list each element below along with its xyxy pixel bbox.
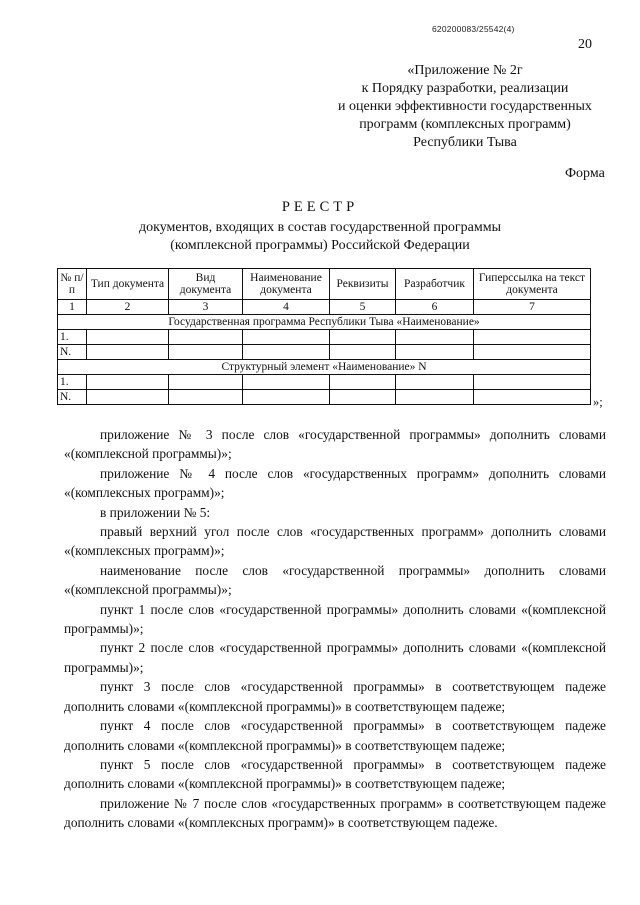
- paragraph: правый верхний угол после слов «государственных программ» дополнить словами «(комплексных программ)»;: [64, 524, 606, 559]
- paragraph: наименование после слов «государственной программы» дополнить словами «(комплексной программы)»;: [64, 562, 606, 598]
- column-header-developer: Разработчик: [396, 269, 474, 300]
- appendix-line: «Приложение № 2г: [407, 63, 523, 78]
- register-title: РЕЕСТР: [281, 199, 359, 215]
- section-title-structural-element: Структурный элемент «Наименование» N: [58, 360, 591, 375]
- table-row: [58, 345, 591, 360]
- appendix-line: и оценки эффективности государственных: [338, 99, 592, 114]
- column-number: 5: [330, 300, 396, 315]
- table-cell: [396, 345, 474, 360]
- table-cell: [330, 330, 396, 345]
- table-header-row: [58, 269, 591, 300]
- table-cell: [169, 390, 243, 405]
- table-cell: [474, 375, 591, 390]
- register-subtitle: [0, 219, 640, 255]
- column-number: 3: [169, 300, 243, 315]
- table-row: [58, 330, 591, 345]
- register-subtitle-line: (комплексной программы) Российской Федерации: [170, 238, 470, 253]
- column-header-number: № п/п: [58, 269, 87, 300]
- table-cell: [87, 375, 169, 390]
- paragraph: пункт 3 после слов «государственной программы» в соответствующем падеже дополнить словами «(комплексной программы)» в соответствующем падеже;: [64, 679, 606, 714]
- appendix-line: программ (комплексных программ): [359, 117, 571, 132]
- appendix-reference: [300, 62, 630, 152]
- table-cell: [330, 345, 396, 360]
- amendments-text: [64, 425, 606, 833]
- column-header-hyperlink: Гиперссылка на текст документа: [474, 269, 591, 300]
- paragraph: пункт 5 после слов «государственной программы» в соответствующем падеже дополнить словами «(комплексной программы)» в соответствующем падеже;: [64, 756, 606, 792]
- table-row: [58, 375, 591, 390]
- column-number: 1: [58, 300, 87, 315]
- section-title-program: Государственная программа Республики Тыва «Наименование»: [58, 315, 591, 330]
- table-cell: [87, 330, 169, 345]
- table-cell: [474, 390, 591, 405]
- table-cell: [169, 345, 243, 360]
- column-numbers-row: [58, 300, 591, 315]
- column-number: 2: [87, 300, 169, 315]
- appendix-line: к Порядку разработки, реализации: [361, 81, 569, 96]
- table-row: [58, 390, 591, 405]
- table-cell: [87, 390, 169, 405]
- column-number: 4: [243, 300, 330, 315]
- row-number: N.: [58, 390, 87, 405]
- table-cell: [396, 375, 474, 390]
- table-cell: [243, 390, 330, 405]
- row-number: 1.: [58, 375, 87, 390]
- table-cell: [474, 330, 591, 345]
- document-number: 620200083/25542(4): [432, 24, 515, 34]
- column-header-doc-kind: Вид документа: [169, 269, 243, 300]
- paragraph: пункт 1 после слов «государственной программы» дополнить словами «(комплексной программы)»;: [64, 601, 606, 637]
- row-number: N.: [58, 345, 87, 360]
- paragraph: приложение № 3 после слов «государственной программы» дополнить словами «(комплексной программы)»;: [64, 427, 606, 462]
- table-cell: [330, 390, 396, 405]
- table-section-row: [58, 315, 591, 330]
- column-header-requisites: Реквизиты: [330, 269, 396, 300]
- table-cell: [243, 345, 330, 360]
- table-cell: [87, 345, 169, 360]
- paragraph: приложение № 4 после слов «государственных программ» дополнить словами «(комплексных программ)»;: [64, 465, 606, 501]
- row-number: 1.: [58, 330, 87, 345]
- table-cell: [396, 330, 474, 345]
- paragraph: приложение № 7 после слов «государственных программ» в соответствующем падеже дополнить словами «(комплексных программ)» в соответствующем падеже.: [64, 795, 606, 831]
- table-closing-quote: »;: [593, 395, 603, 409]
- column-header-doc-type: Тип документа: [87, 269, 169, 300]
- paragraph: пункт 4 после слов «государственной программы» в соответствующем падеже дополнить словами «(комплексной программы)» в соответствующем падеже;: [64, 718, 606, 753]
- table-cell: [330, 375, 396, 390]
- table-cell: [396, 390, 474, 405]
- table-cell: [243, 375, 330, 390]
- column-number: 6: [396, 300, 474, 315]
- paragraph: в приложении № 5:: [100, 504, 211, 520]
- form-label: Форма: [565, 166, 605, 181]
- table-cell: [169, 330, 243, 345]
- column-header-doc-name: Наименование документа: [243, 269, 330, 300]
- register-table: [57, 268, 591, 405]
- column-number: 7: [474, 300, 591, 315]
- table-cell: [169, 375, 243, 390]
- appendix-line: Республики Тыва: [413, 135, 517, 150]
- register-subtitle-line: документов, входящих в состав государственной программы: [138, 220, 501, 235]
- table-cell: [243, 330, 330, 345]
- page-number: 20: [578, 37, 592, 52]
- table-section-row: [58, 360, 591, 375]
- table-cell: [474, 345, 591, 360]
- paragraph: пункт 2 после слов «государственной программы» дополнить словами «(комплексной программы)»;: [64, 640, 606, 675]
